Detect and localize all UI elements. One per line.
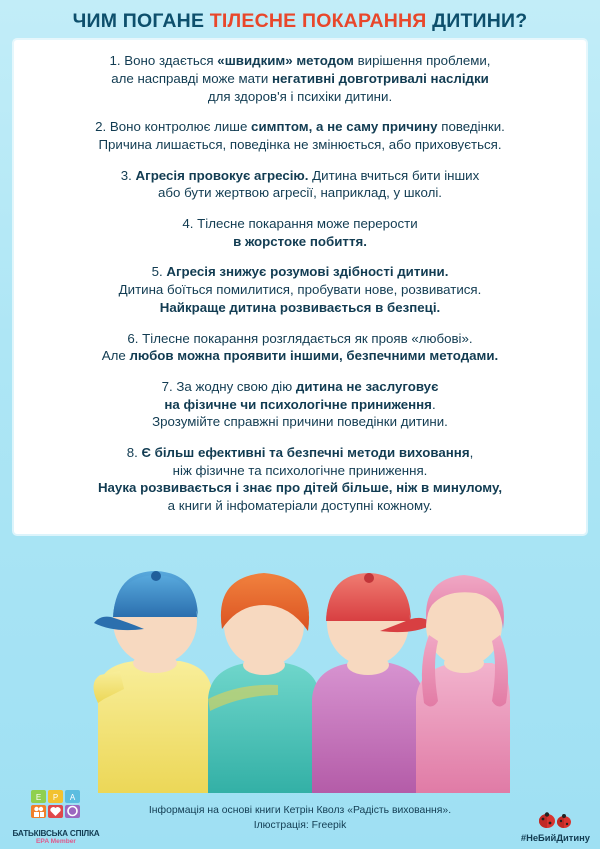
title-part-2: ДИТИНИ? xyxy=(426,10,528,32)
children-hugging-illustration xyxy=(80,543,520,798)
text-line: на фізичне чи психологічне приниження. xyxy=(164,396,436,412)
text-line: для здоров'я і психіки дитини. xyxy=(207,88,393,104)
svg-text:A: A xyxy=(69,793,76,802)
text-line: або бути жертвою агресії, наприклад, у школі. xyxy=(158,185,442,201)
campaign-hashtag xyxy=(521,812,590,843)
reason-item-3 xyxy=(30,167,570,202)
text-line: Дитина боїться помилитися, пробувати нове, розвиватися. xyxy=(118,282,482,298)
text-line: Причина лишається, поведінка не змінюється, або приховується. xyxy=(98,137,502,153)
reason-item-8 xyxy=(30,444,570,515)
title-part-1: ЧИМ ПОГАНЕ xyxy=(72,10,210,32)
reason-item-4 xyxy=(30,215,570,250)
footer-line-1: Інформація на основі книги Кетрін Кволз «Радість виховання». xyxy=(148,805,452,816)
text-line: 8. Є більш ефективні та безпечні методи виховання, xyxy=(126,444,474,460)
reason-item-1 xyxy=(30,52,570,105)
reasons-card xyxy=(14,40,586,534)
reason-item-2 xyxy=(30,118,570,153)
text-line: Наука розвивається і знає про дітей більше, ніж в минулому, xyxy=(97,480,503,496)
text-line: 3. Агресія провокує агресію. Дитина вчиться бити інших xyxy=(120,167,480,183)
child-braids xyxy=(416,575,510,793)
text-line: Але любов можна проявити іншими, безпечними методами. xyxy=(101,348,499,364)
footer-line-2: Ілюстрація: Freepik xyxy=(253,820,347,832)
illustration-area xyxy=(0,538,600,806)
svg-text:E: E xyxy=(35,793,42,802)
text-line: 4. Тілесне покарання може перерости xyxy=(182,216,418,232)
logo-name: БАТЬКІВСЬКА СПІЛКА xyxy=(12,829,100,838)
reason-item-7 xyxy=(30,378,570,431)
logo-subtitle: EPA Member xyxy=(36,838,76,845)
text-line: Найкраще дитина розвивається в безпеці. xyxy=(159,299,441,315)
text-line: Зрозумійте справжні причини поведінки дитини. xyxy=(152,414,448,430)
text-line: 7. За жодну свою дію дитина не заслуговує xyxy=(161,378,439,394)
text-line: але насправді може мати негативні довготривалі наслідки xyxy=(111,71,489,87)
reason-item-5 xyxy=(30,263,570,316)
text-line: ніж фізичне та психологічне приниження. xyxy=(172,462,428,478)
footer xyxy=(0,793,600,849)
logo-icons xyxy=(29,789,83,829)
text-line: в жорстоке побиття. xyxy=(233,233,367,249)
page-title xyxy=(0,0,600,40)
text-line: 2. Воно контролює лише симптом, а не саму причину поведінки. xyxy=(95,119,505,135)
text-line: 5. Агресія знижує розумові здібності дитини. xyxy=(151,264,449,280)
text-line: а книги й інфоматеріали доступні кожному. xyxy=(167,497,433,513)
text-line: 6. Тілесне покарання розглядається як прояв «любові». xyxy=(127,330,473,346)
hashtag-label: #НеБийДитину xyxy=(520,832,590,843)
svg-text:P: P xyxy=(52,793,59,802)
text-line: 1. Воно здається «швидким» методом вирішення проблеми, xyxy=(109,53,491,69)
organization-logo[interactable] xyxy=(8,789,104,845)
title-highlight: ТІЛЕСНЕ ПОКАРАННЯ xyxy=(209,10,427,32)
ladybug-icons xyxy=(521,812,590,832)
reason-item-6 xyxy=(30,330,570,365)
